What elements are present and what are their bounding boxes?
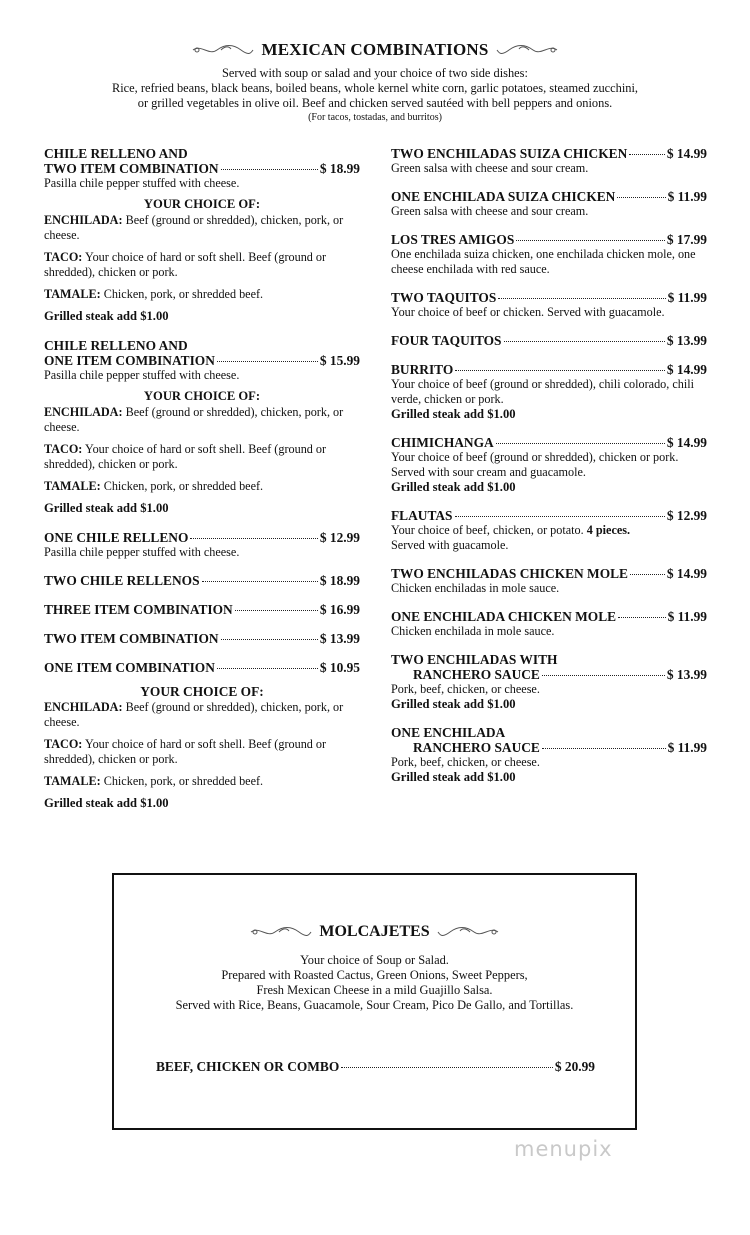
choice-tamale: [44, 774, 360, 789]
item-description: Green salsa with cheese and sour cream.: [391, 204, 589, 218]
item-description: Your choice of beef (ground or shredded), chicken or pork. Served with sour cream and guacamole.: [391, 450, 679, 479]
item-description: Pasilla chile pepper stuffed with cheese.: [44, 545, 240, 559]
choice-enchilada: [44, 213, 360, 243]
addon-text: Grilled steak add $1.00: [391, 480, 516, 494]
choice-label: TACO:: [44, 442, 83, 456]
choice-text: Your choice of hard or soft shell. Beef (ground or shredded), chicken or pork.: [44, 250, 327, 279]
title-row: [0, 40, 750, 60]
dot-leader: [202, 581, 318, 582]
choice-text: Chicken, pork, or shredded beef.: [103, 287, 264, 301]
item-price: $ 12.99: [666, 508, 707, 523]
menu-item-four-taquitos: [391, 333, 707, 348]
item-description: Your choice of beef (ground or shredded), chili colorado, chili verde, chicken or pork.: [391, 377, 695, 406]
menu-item-burrito: [391, 362, 707, 422]
addon-text: Grilled steak add $1.00: [44, 796, 169, 810]
item-description: Pork, beef, chicken, or cheese.: [391, 682, 540, 696]
item-price: $ 14.99: [666, 566, 707, 581]
item-price-line: [391, 362, 707, 377]
item-price-line: [391, 667, 707, 682]
dot-leader: [221, 639, 318, 640]
item-price-line: [391, 609, 707, 624]
item-description-extra: Served with guacamole.: [391, 538, 509, 552]
item-name: ONE CHILE RELLENO: [44, 530, 189, 545]
item-description: [391, 523, 707, 538]
item-name-line2: RANCHERO SAUCE: [413, 667, 540, 682]
item-price: $ 16.99: [319, 602, 360, 617]
choice-heading: YOUR CHOICE OF:: [143, 389, 261, 403]
dot-leader: [542, 748, 666, 749]
addon-text: Grilled steak add $1.00: [391, 770, 516, 784]
menu-item-one-item-combination: [44, 660, 360, 675]
menu-item-three-item-combination: [44, 602, 360, 617]
item-price: $ 13.99: [666, 667, 707, 682]
dot-leader: [496, 443, 665, 444]
item-price-line: [391, 740, 707, 755]
item-name: TWO TAQUITOS: [391, 290, 497, 305]
item-price: $ 20.99: [554, 1059, 595, 1074]
item-description: One enchilada suiza chicken, one enchilada chicken mole, one cheese enchilada with red sauce.: [391, 247, 696, 276]
item-price-line: [44, 573, 360, 588]
addon-text: Grilled steak add $1.00: [391, 407, 516, 421]
menu-item-two-enchiladas-suiza: [391, 146, 707, 176]
dot-leader: [630, 574, 665, 575]
item-price: $ 17.99: [666, 232, 707, 247]
item-name-line2: RANCHERO SAUCE: [413, 740, 540, 755]
item-price-line: [44, 353, 360, 368]
choice-text: Your choice of hard or soft shell. Beef (ground or shredded), chicken or pork.: [44, 737, 327, 766]
item-description: Pasilla chile pepper stuffed with cheese.: [44, 368, 240, 382]
page-title: MEXICAN COMBINATIONS: [261, 40, 489, 59]
dot-leader: [341, 1067, 553, 1068]
watermark: menupix: [514, 1137, 613, 1161]
left-column: [44, 146, 360, 825]
choice-block: [44, 197, 360, 324]
item-price: $ 14.99: [666, 146, 707, 161]
item-price: $ 18.99: [319, 573, 360, 588]
item-price: $ 10.95: [319, 660, 360, 675]
choice-taco: [44, 442, 360, 472]
item-name: TWO ENCHILADAS CHICKEN MOLE: [391, 566, 628, 581]
menu-item-two-enchiladas-ranchero: [391, 652, 707, 712]
choice-label: ENCHILADA:: [44, 405, 123, 419]
dot-leader: [455, 370, 665, 371]
dot-leader: [504, 341, 665, 342]
item-name: BURRITO: [391, 362, 454, 377]
item-name: ONE ENCHILADA CHICKEN MOLE: [391, 609, 617, 624]
molcajetes-box: [112, 873, 637, 1130]
item-price: $ 13.99: [666, 333, 707, 348]
intro-note: (For tacos, tostadas, and burritos): [308, 112, 442, 123]
item-name-line1: ONE ENCHILADA: [391, 725, 506, 740]
choice-heading: YOUR CHOICE OF:: [143, 197, 261, 211]
molcajetes-line: Fresh Mexican Cheese in a mild Guajillo Salsa.: [256, 983, 493, 997]
item-description-text: Your choice of beef, chicken, or potato.: [391, 523, 584, 537]
molcajetes-title: MOLCAJETES: [319, 923, 430, 940]
choice-enchilada: [44, 700, 360, 730]
menu-item-chimichanga: [391, 435, 707, 495]
item-price-line: [391, 290, 707, 305]
item-price: $ 11.99: [667, 189, 707, 204]
item-name: CHIMICHANGA: [391, 435, 494, 450]
item-price: $ 14.99: [666, 362, 707, 377]
choice-text: Chicken, pork, or shredded beef.: [103, 479, 264, 493]
dot-leader: [498, 298, 665, 299]
choice-label: TAMALE:: [44, 774, 101, 788]
choice-block: [44, 684, 360, 811]
choice-taco: [44, 250, 360, 280]
item-name-line2: ONE ITEM COMBINATION: [44, 353, 215, 368]
choice-tamale: [44, 479, 360, 494]
dot-leader: [217, 361, 318, 362]
item-price-line: [391, 435, 707, 450]
item-price-line: [44, 660, 360, 675]
left-flourish-icon: [249, 925, 313, 939]
menu-item-one-enchilada-ranchero: [391, 725, 707, 785]
item-price-line: [391, 189, 707, 204]
choice-text: Beef (ground or shredded), chicken, pork, or cheese.: [44, 700, 344, 729]
menu-item-one-enchilada-suiza: [391, 189, 707, 219]
choice-label: TAMALE:: [44, 479, 101, 493]
item-price-line: [44, 530, 360, 545]
item-name: ONE ENCHILADA SUIZA CHICKEN: [391, 189, 616, 204]
choice-label: ENCHILADA:: [44, 700, 123, 714]
item-price: $ 15.99: [319, 353, 360, 368]
choice-text: Chicken, pork, or shredded beef.: [103, 774, 264, 788]
right-flourish-icon: [495, 43, 559, 57]
item-price: $ 18.99: [319, 161, 360, 176]
dot-leader: [618, 617, 665, 618]
item-price-line: [44, 631, 360, 646]
item-name-line1: CHILE RELLENO AND: [44, 338, 188, 353]
menu-item-one-enchilada-mole: [391, 609, 707, 639]
item-price: $ 11.99: [667, 740, 707, 755]
item-name: LOS TRES AMIGOS: [391, 232, 515, 247]
item-price: $ 13.99: [319, 631, 360, 646]
molcajetes-line: Served with Rice, Beans, Guacamole, Sour Cream, Pico De Gallo, and Tortillas.: [175, 998, 574, 1012]
molcajetes-title-row: [114, 923, 635, 941]
addon-text: Grilled steak add $1.00: [44, 501, 169, 515]
menu-item-two-taquitos: [391, 290, 707, 320]
item-price-line: [391, 566, 707, 581]
item-pieces: 4 pieces.: [586, 523, 631, 537]
intro-line: Served with soup or salad and your choice of two side dishes:: [222, 66, 528, 80]
dot-leader: [190, 538, 317, 539]
right-column: [391, 146, 707, 798]
dot-leader: [542, 675, 665, 676]
choice-enchilada: [44, 405, 360, 435]
menu-item-two-item-combination: [44, 631, 360, 646]
molcajetes-line: Your choice of Soup or Salad.: [300, 953, 449, 967]
right-flourish-icon: [436, 925, 500, 939]
menu-item-flautas: [391, 508, 707, 553]
item-price-line: [44, 602, 360, 617]
dot-leader: [455, 516, 665, 517]
item-price-line: [391, 508, 707, 523]
item-price: $ 11.99: [667, 290, 707, 305]
item-price-line: [391, 333, 707, 348]
choice-label: TACO:: [44, 737, 83, 751]
intro-line: Rice, refried beans, black beans, boiled beans, whole kernel white corn, garlic potatoes, steamed zucchini,: [111, 81, 639, 95]
item-name: FLAUTAS: [391, 508, 453, 523]
item-price: $ 11.99: [667, 609, 707, 624]
item-description: Your choice of beef or chicken. Served with guacamole.: [391, 305, 665, 319]
choice-text: Beef (ground or shredded), chicken, pork, or cheese.: [44, 405, 344, 434]
menu-item-chile-relleno-two-item: [44, 146, 360, 191]
dot-leader: [221, 169, 318, 170]
dot-leader: [217, 668, 318, 669]
item-description: Green salsa with cheese and sour cream.: [391, 161, 589, 175]
addon-text: Grilled steak add $1.00: [391, 697, 516, 711]
dot-leader: [235, 610, 318, 611]
choice-label: TACO:: [44, 250, 83, 264]
menu-item-los-tres-amigos: [391, 232, 707, 277]
choice-block: [44, 389, 360, 516]
item-name: BEEF, CHICKEN OR COMBO: [156, 1059, 340, 1074]
item-price-line: [44, 161, 360, 176]
item-name-line2: TWO ITEM COMBINATION: [44, 161, 219, 176]
item-description: Chicken enchilada in mole sauce.: [391, 624, 555, 638]
item-description: Pork, beef, chicken, or cheese.: [391, 755, 540, 769]
item-name: ONE ITEM COMBINATION: [44, 660, 215, 675]
menu-item-one-chile-relleno: [44, 530, 360, 560]
menu-item-two-chile-rellenos: [44, 573, 360, 588]
menu-item-two-enchiladas-mole: [391, 566, 707, 596]
item-name-line1: TWO ENCHILADAS WITH: [391, 652, 558, 667]
addon-text: Grilled steak add $1.00: [44, 309, 169, 323]
molcajetes-description: [114, 953, 635, 1013]
dot-leader: [516, 240, 665, 241]
choice-label: ENCHILADA:: [44, 213, 123, 227]
item-name: FOUR TAQUITOS: [391, 333, 502, 348]
item-name-line1: CHILE RELLENO AND: [44, 146, 188, 161]
choice-tamale: [44, 287, 360, 302]
molcajetes-item: [156, 1059, 595, 1075]
menu-item-chile-relleno-one-item: [44, 338, 360, 383]
item-price: $ 12.99: [319, 530, 360, 545]
choice-text: Your choice of hard or soft shell. Beef (ground or shredded), chicken or pork.: [44, 442, 327, 471]
item-price-line: [391, 146, 707, 161]
choice-text: Beef (ground or shredded), chicken, pork, or cheese.: [44, 213, 344, 242]
dot-leader: [629, 154, 665, 155]
dot-leader: [617, 197, 665, 198]
menu-header: [0, 40, 750, 124]
choice-label: TAMALE:: [44, 287, 101, 301]
left-flourish-icon: [191, 43, 255, 57]
molcajetes-line: Prepared with Roasted Cactus, Green Onions, Sweet Peppers,: [221, 968, 528, 982]
intro-text: [0, 66, 750, 124]
item-name: TWO ENCHILADAS SUIZA CHICKEN: [391, 146, 628, 161]
item-name: THREE ITEM COMBINATION: [44, 602, 233, 617]
choice-heading: YOUR CHOICE OF:: [140, 684, 264, 699]
intro-line: or grilled vegetables in olive oil. Beef and chicken served sautéed with bell peppers and onions.: [137, 96, 613, 110]
item-description: Pasilla chile pepper stuffed with cheese.: [44, 176, 240, 190]
item-price-line: [391, 232, 707, 247]
item-price: $ 14.99: [666, 435, 707, 450]
choice-taco: [44, 737, 360, 767]
item-name: TWO CHILE RELLENOS: [44, 573, 200, 588]
item-description: Chicken enchiladas in mole sauce.: [391, 581, 560, 595]
item-name: TWO ITEM COMBINATION: [44, 631, 219, 646]
